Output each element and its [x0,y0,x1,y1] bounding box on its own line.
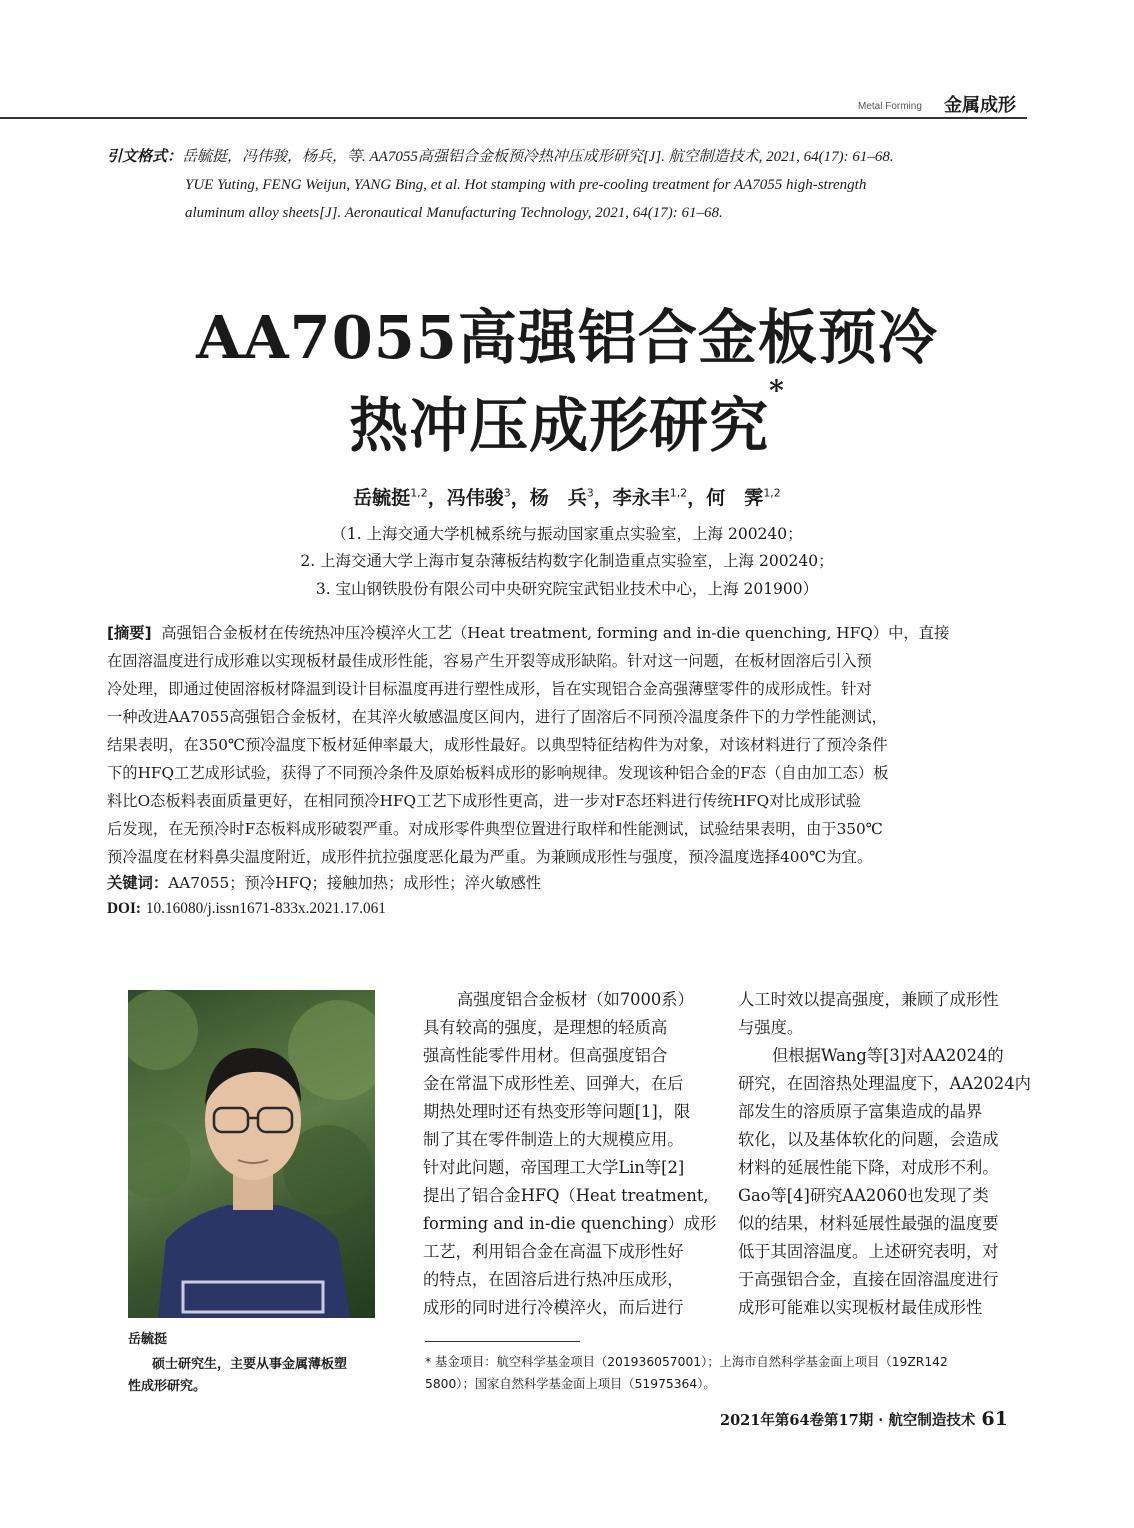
body-col2-line: 于高强铝合金，直接在固溶温度进行 [738,1270,999,1289]
affiliation-2: 2. 上海交通大学上海市复杂薄板结构数字化制造重点实验室，上海 200240； [300,552,834,570]
abstract-line: 在固溶温度进行成形难以实现板材最佳成形性能，容易产生开裂等成形缺陷。针对这一问题，在板材固溶后引入预 [107,652,872,670]
page-number: 61 [981,1408,1008,1430]
author-photo [128,990,375,1318]
body-col1-line: 强高性能零件用材。但高强度铝合 [423,1046,668,1065]
body-col1-line: 针对此问题，帝国理工大学Lin等[2] [423,1158,685,1177]
header-rule [0,117,1027,119]
abstract-line: 一种改进AA7055高强铝合金板材，在其淬火敏感温度区间内，进行了固溶后不同预冷温度条件下的力学性能测试， [107,708,887,726]
author-name: 岳毓挺 [353,487,411,509]
body-col2-line: 材料的延展性能下降，对成形不利。 [738,1158,999,1177]
body-col1-line: 成形的同时进行冷模淬火，而后进行 [423,1298,684,1317]
doi [107,899,386,918]
running-header-cn: 金属成形 [944,95,1016,116]
author-name: 冯伟骏 [446,487,504,509]
citation-en-1: YUE Yuting, FENG Weijun, YANG Bing, et al. Hot stamping with pre-cooling treatment for AA7055 high-strength [185,177,867,193]
author-name: 何 霁 [706,487,764,509]
body-col1-line: 提出了铝合金HFQ（Heat treatment, [423,1186,709,1205]
body-col1-line: 期热处理时还有热变形等问题[1]，限 [423,1102,691,1121]
affiliation-3: 3. 宝山钢铁股份有限公司中央研究院宝武铝业技术中心，上海 201900） [315,580,819,598]
author-photo-illustration [128,990,375,1318]
title-footnote-mark: * [769,374,785,407]
abstract-line: [摘要] 高强铝合金板材在传统热冲压冷模淬火工艺（Heat treatment, forming and in-die quenching, HFQ）中，直接 [107,624,950,642]
body-col2-line: 软化，以及基体软化的问题，会造成 [738,1130,999,1149]
body-col1-line: 制了其在零件制造上的大规模应用。 [423,1130,684,1149]
author-affil-sup: 3 [503,486,511,500]
doi-link[interactable]: 10.16080/j.issn1671-833x.2021.17.061 [145,900,386,917]
author-affil-sup: 1,2 [410,486,428,500]
body-col2-line: 与强度。 [738,1018,804,1037]
keywords-value: AA7055；预冷HFQ；接触加热；成形性；淬火敏感性 [168,874,542,892]
abstract-line: 结果表明，在350℃预冷温度下板材延伸率最大，成形性最好。以典型特征结构件为对象，对该材料进行了预冷条件 [107,736,888,754]
affiliation-1: （1. 上海交通大学机械系统与振动国家重点实验室，上海 200240； [331,525,803,543]
body-col2-line: 研究，在固溶热处理温度下，AA2024内 [738,1074,1031,1093]
author-affil-sup: 3 [586,486,594,500]
caption-author-name: 岳毓挺 [128,1332,168,1347]
abstract-label: [摘要] [107,624,152,642]
running-header-en: Metal Forming [858,101,922,112]
author-name: 李永丰 [612,487,670,509]
keywords [107,871,541,893]
keywords-label: 关键词： [107,874,169,892]
body-col2-line: 成形可能难以实现板材最佳成形性 [738,1298,983,1317]
body-col1-line: 金在常温下成形性差、回弹大，在后 [423,1074,684,1093]
abstract-line: 冷处理，即通过使固溶板材降温到设计目标温度再进行塑性成形，旨在实现铝合金高强薄壁零件的成形成性。针对 [107,680,872,698]
journal-issue: 2021年第64卷第17期 · 航空制造技术 [720,1412,976,1429]
citation-en-2: aluminum alloy sheets[J]. Aeronautical Manufacturing Technology, 2021, 64(17): 61–68. [185,205,723,221]
body-col1-line: 高强度铝合金板材（如7000系） [457,990,694,1009]
citation-cn [107,143,894,171]
citation-label: 引文格式： [107,149,183,165]
body-col1-line: 具有较高的强度，是理想的轻质高 [423,1018,668,1037]
paper-title-line2 [0,374,1134,463]
author-list: 岳毓挺$^{1,2}$，冯伟骏$^3$，杨 兵$^3$，李永丰$^{1,2}$，何 霁$^{1,2}$ [353,486,781,509]
body-col2-line: 部发生的溶质原子富集造成的晶界 [738,1102,983,1121]
body-col2-line: 但根据Wang等[3]对AA2024的 [772,1046,1004,1065]
page-footer [720,1408,1008,1430]
abstract-line: 料比O态板料表面质量更好，在相同预冷HFQ工艺下成形性更高，进一步对F态坯料进行传统HFQ对比成形试验 [107,792,861,810]
abstract-line: 后发现，在无预冷时F态板料成形破裂严重。对成形零件典型位置进行取样和性能测试，试验结果表明，由于350℃ [107,820,883,838]
footnote-line-2: 5800）；国家自然科学基金面上项目（51975364）。 [425,1377,716,1391]
body-col2-line: 人工时效以提高强度，兼顾了成形性 [738,990,999,1009]
caption-desc-1: 硕士研究生，主要从事金属薄板塑 [152,1357,348,1372]
body-col1-line: 工艺，利用铝合金在高温下成形性好 [423,1242,684,1261]
body-col2-line: Gao等[4]研究AA2060也发现了类 [738,1186,989,1205]
footnote-rule [425,1341,580,1342]
body-col2-line: 低于其固溶温度。上述研究表明，对 [738,1242,999,1261]
citation-cn-text: 岳毓挺，冯伟骏，杨兵，等. AA7055高强铝合金板预冷热冲压成形研究[J]. 航空制造技术, 2021, 64(17): 61–68. [182,149,894,165]
caption-desc-2: 性成形研究。 [128,1379,207,1394]
body-col2-line: 似的结果，材料延展性最强的温度要 [738,1214,999,1233]
author-name: 杨 兵 [529,487,587,509]
author-affil-sup: 1,2 [669,486,688,500]
body-col1-line: forming and in-die quenching）成形 [423,1214,717,1233]
doi-label: DOI: [107,900,141,917]
body-col1-line: 的特点，在固溶后进行热冲压成形， [423,1270,684,1289]
abstract-line: 下的HFQ工艺成形试验，获得了不同预冷条件及原始板料成形的影响规律。发现该种铝合金的F态（自由加工态）板 [107,764,889,782]
paper-title-line2-text: 热冲压成形研究 [349,391,770,460]
author-affil-sup: 1,2 [763,486,781,500]
abstract-line: 预冷温度在材料鼻尖温度附近，成形件抗拉强度恶化最为严重。为兼顾成形性与强度，预冷温度选择400℃为宜。 [107,848,873,866]
paper-title-line1: AA7055高强铝合金板预冷 [196,303,938,372]
footnote-line-1: * 基金项目：航空科学基金项目（201936057001）；上海市自然科学基金面上项目（19ZR142 [425,1355,948,1369]
